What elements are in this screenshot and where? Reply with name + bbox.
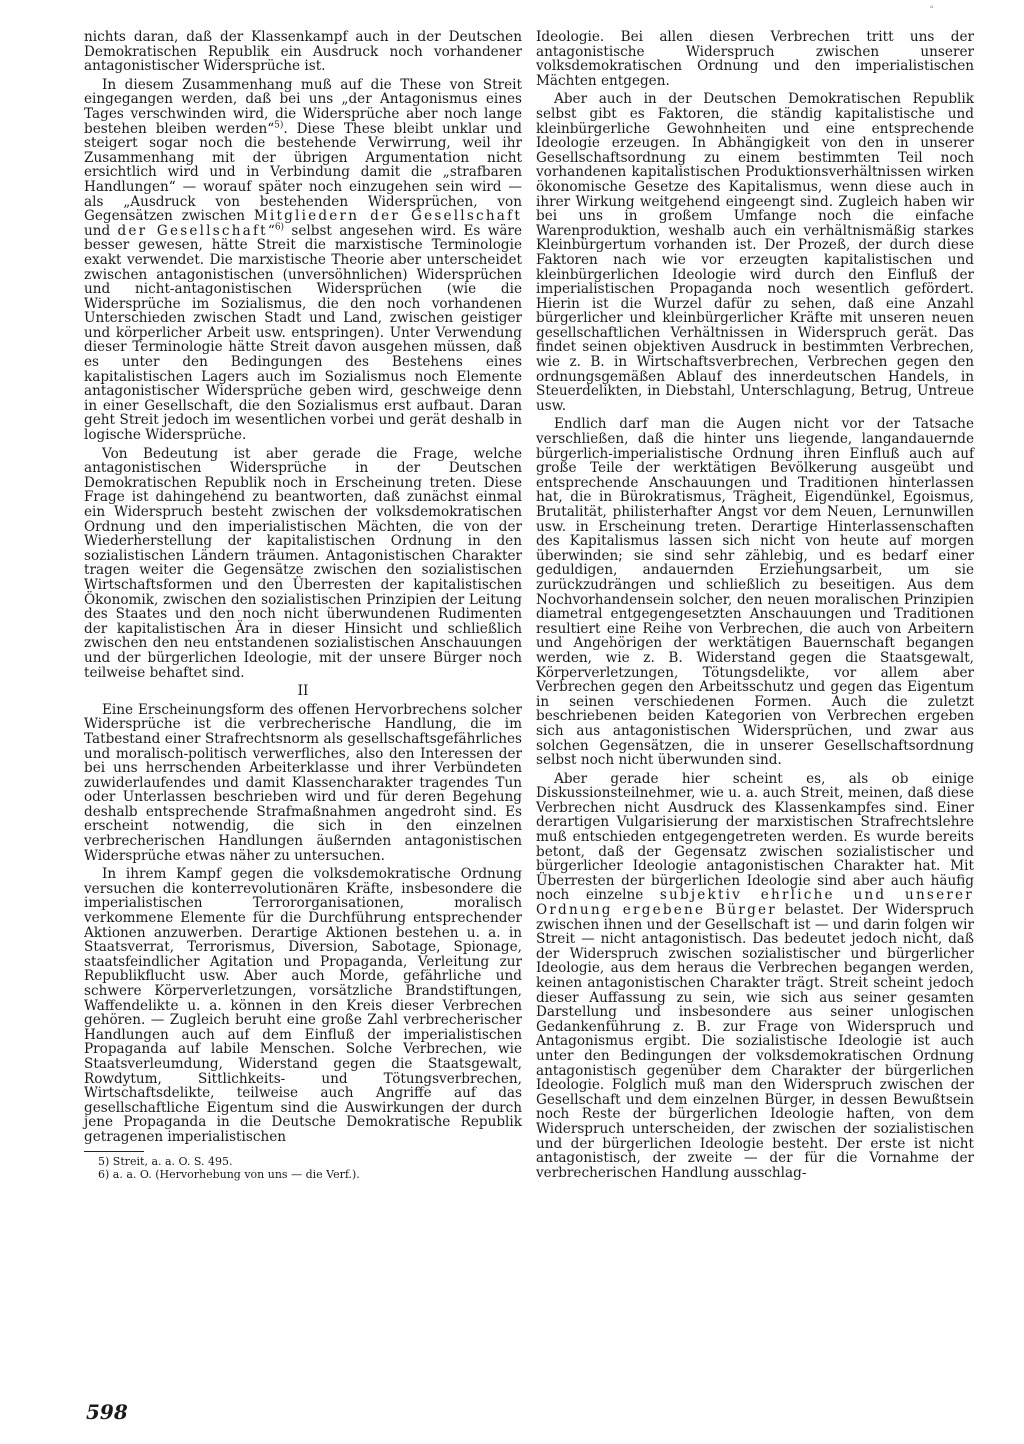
right-column	[536, 30, 974, 1184]
paragraph: Endlich darf man die Augen nicht vor der Tatsache verschließen, daß die hinter uns liegende, langandauernde bürgerlich-imperialistische Ordnung ihren Einfluß auch auf große Teile der werktätigen Bevölkerung ausgeübt und entsprechende Anschauungen und Traditionen hinterlassen hat, die in Bürokratismus, Trägheit, Eigendünkel, Egoismus, Brutalität, philisterhafter Angst vor dem Neuen, Lernunwillen usw. in Erscheinung treten. Derartige Hinterlassenschaften des Kapitalismus lassen sich nicht von heute auf morgen überwinden; sie sind sehr zählebig, und es bedarf einer geduldigen, andauernden Erziehungsarbeit, um sie zurückzudrängen und schließlich zu beseitigen. Aus dem Nochvorhandensein solcher, den neuen moralischen Prinzipien diametral entgegengesetzten Anschauungen und Traditionen resultiert eine Reihe von Verbrechen, die auch von Arbeitern und Angehörigen der werktätigen Bauernschaft begangen werden, wie z. B. Widerstand gegen die Staatsgewalt, Körperverletzungen, Tötungsdelikte, vor allem aber Verbrechen gegen den Arbeitsschutz und gegen das Eigentum in seinen verschiedenen Formen. Auch die zuletzt beschriebenen beiden Kategorien von Verbrechen ergeben sich aus antagonistischen Widersprüchen, und zwar aus solchen Gegensätzen, die in unserer Gesellschaftsordnung selbst noch nicht überwunden sind.	[536, 416, 974, 769]
paragraph: In ihrem Kampf gegen die volksdemokratische Ordnung versuchen die konterrevolutionären Kräfte, insbesondere die imperialistischen Terrororganisationen, moralisch verkommene Elemente für die Durchführung entsprechender Aktionen anzuwerben. Derartige Aktionen bestehen u. a. in Staatsverrat, Terrorismus, Diversion, Sabotage, Spionage, staatsfeindlicher Agitation und Propaganda, Verleitung zur Republikflucht usw. Aber auch Morde, gefährliche und schwere Körperverletzungen, vorsätzliche Brandstiftungen, Waffendelikte u. a. können in den Kreis dieser Verbrechen gehören. — Zugleich beruht eine große Zahl verbrecherischer Handlungen auch auf dem Einfluß der imperialistischen Propaganda auf labile Menschen. Solche Verbrechen, wie Staatsverleumdung, Widerstand gegen die Staatsgewalt, Rowdytum, Sittlichkeits- und Tötungsverbrechen, Wirtschaftsdelikte, teilweise auch Angriffe auf das gesellschaftliche Eigentum sind die Auswirkungen der durch jene Propaganda in die Deutsche Demokratische Republik getragenen imperialistischen	[84, 866, 522, 1145]
spaced-emphasis: subjektiv ehrliche und unserer Ordnung ergebene Bürger	[536, 887, 974, 919]
paragraph: Eine Erscheinungsform des offenen Hervorbrechens solcher Widersprüche ist die verbrecherische Handlung, die im Tatbestand einer Strafrechtsnorm als gesellschaftsgefährliches und moralisch-politisch verwerfliches, also den Interessen der bei uns herrschenden Arbeiterklasse und ihrer Verbündeten zuwiderlaufendes und damit Klassencharakter tragendes Tun oder Unterlassen beschrieben wird und für deren Begehung deshalb entsprechende Strafmaßnahmen angedroht sind. Es erscheint notwendig, die sich in den einzelnen verbrecherischen Handlungen äußernden antagonistischen Widersprüche etwas näher zu untersuchen.	[84, 701, 522, 864]
paragraph	[84, 78, 522, 443]
page-number: 598	[86, 1400, 128, 1424]
corner-mark: ᵃ	[930, 4, 934, 14]
footnote: 6) a. a. O. (Hervorhebung von uns — die Verf.).	[98, 1167, 360, 1181]
text-run: “	[267, 222, 275, 239]
section-heading: II	[297, 683, 309, 700]
text-run: Aber gerade hier scheint es, als ob einige Diskussionsteilnehmer, wie u. a. auch Streit, meinen, daß diese Verbrechen nicht Ausdruck des Klassenkampfes sind. Einer derartigen Vulgarisierung der marxistischen Strafrechtslehre muß entschieden entgegengetreten werden. Es wurde bereits betont, daß der Gegensatz zwischen sozialistischer und bürgerlicher Ideologie antagonistischen Charakter hat. Mit Überresten der bürgerlichen Ideologie sind aber auch häufig noch einzelne	[536, 770, 974, 904]
footnote: 5) Streit, a. a. O. S. 495.	[98, 1154, 233, 1168]
text-run: selbst angesehen wird. Es wäre besser gewesen, hätte Streit die marxistische Terminologie exakt verwendet. Die marxistische Theorie aber unterscheidet zwischen antagonistischen (unversöhnlichen) Widersprüchen und nicht-antagonistischen Widersprüchen (wie die Widersprüche im Sozialismus, die den noch vorhandenen Unterschieden zwischen Stadt und Land, zwischen geistiger und körperlicher Arbeit usw. entspringen). Unter Verwendung dieser Terminologie hätte Streit davon ausgehen müssen, daß es unter den Bedingungen des Bestehens eines kapitalistischen Lagers auch im Sozialismus noch Elemente antagonistischer Widersprüche geben wird, geschweige denn in einer Gesellschaft, die den Sozialismus erst aufbaut. Daran geht Streit jedoch im wesentlichen vorbei und gerät deshalb in logische Widersprüche.	[84, 222, 522, 444]
text-run: und	[84, 222, 118, 239]
spaced-emphasis: der Gesellschaft	[117, 222, 268, 239]
paragraph	[536, 772, 974, 1181]
footnote-ref: 5)	[274, 120, 284, 131]
footnote-rule	[84, 1151, 144, 1152]
paragraph: Ideologie. Bei allen diesen Verbrechen tritt uns der antagonistische Widerspruch zwischen unserer volksdemokratischen Ordnung und den imperialistischen Mächten entgegen.	[536, 29, 974, 89]
left-column	[84, 30, 522, 1181]
text-run: In diesem Zusammenhang muß auf die These von Streit eingegangen werden, daß bei uns „der Antagonismus eines Tages verschwinden wird, die Widersprüche aber noch lange bestehen bleiben werden“	[84, 76, 522, 137]
footnote-ref: 6)	[274, 222, 285, 233]
paragraph: nichts daran, daß der Klassenkampf auch in der Deutschen Demokratischen Republik ein Ausdruck noch vorhandener antagonistischer Widersprüche ist.	[84, 29, 522, 75]
text-run: . Diese These bleibt unklar und steigert sogar noch die bestehende Verwirrung, weil ihr Zusammenhang mit der übrigen Argumentation nicht ersichtlich wird und in Verbindung damit die „strafbaren Handlungen“ — worauf später noch einzugehen sein wird — als „Ausdruck von bestehenden Widersprüchen, von Gegensätzen zwischen	[84, 120, 522, 225]
spaced-emphasis: Mitgliedern der Gesellschaft	[253, 208, 522, 225]
paragraph: Von Bedeutung ist aber gerade die Frage, welche antagonistischen Widersprüche in der Deutschen Demokratischen Republik noch in Erscheinung treten. Diese Frage ist dahingehend zu beantworten, daß zunächst einmal ein Widerspruch besteht zwischen der volksdemokratischen Ordnung und den imperialistischen Mächten, die von der Wiederherstellung der kapitalistischen Ordnung in den sozialistischen Ländern träumen. Antagonistischen Charakter tragen weiter die Gegensätze zwischen den sozialistischen Wirtschaftsformen und den Überresten der kapitalistischen Ökonomik, zwischen den sozialistischen Prinzipien der Leitung des Staates und den noch nicht überwundenen Rudimenten der kapitalistischen Ära in dieser Hinsicht und schließlich zwischen den neu entstandenen sozialistischen Anschauungen und der bürgerlichen Ideologie, mit der unsere Bürger noch teilweise behaftet sind.	[84, 445, 522, 681]
paragraph: Aber auch in der Deutschen Demokratischen Republik selbst gibt es Faktoren, die ständig kapitalistische und kleinbürgerliche Gewohnheiten und eine entsprechende Ideologie erzeugen. In Abhängigkeit von den in unserer Gesellschaftsordnung zu einem bestimmten Teil noch vorhandenen kapitalistischen Produktionsverhältnissen wirken ökonomische Gesetze des Kapitalismus, wenn diese auch in ihrer Wirkung weitgehend eingeengt sind. Zugleich haben wir bei uns in großem Umfange noch die einfache Warenproduktion, weshalb auch ein verhältnismäßig starkes Kleinbürgertum vorhanden ist. Der Prozeß, der durch diese Faktoren nach wie vor erzeugten kapitalistischen und kleinbürgerlichen Ideologie wird durch den Einfluß der imperialistischen Propaganda noch wesentlich gefördert. Hierin ist die Wurzel dafür zu sehen, daß eine Anzahl bürgerlicher und kleinbürgerlicher Kräfte mit unseren neuen gesellschaftlichen Verhältnissen in Widerspruch gerät. Das findet seinen objektiven Ausdruck in bestimmten Verbrechen, wie z. B. in Wirtschaftsverbrechen, Verbrechen gegen den ordnungsgemäßen Ablauf des innerdeutschen Handels, in Steuerdelikten, in Diebstahl, Unterschlagung, Betrug, Untreue usw.	[536, 91, 974, 414]
text-run: belastet. Der Widerspruch zwischen ihnen und der Gesellschaft ist — und darin folgen wir Streit — nicht antagonistisch. Das bedeutet jedoch nicht, daß der Widerspruch zwischen sozialistischer und bürgerlicher Ideologie, aus dem heraus die Verbrechen begangen werden, keinen antagonistischen Charakter trägt. Streit scheint jedoch dieser Auffassung zu sein, wie sich aus seiner gesamten Darstellung und insbesondere aus seiner unlogischen Gedankenführung z. B. zur Frage von Widerspruch und Antagonismus ergibt. Die sozialistische Ideologie ist auch unter den Bedingungen der volksdemokratischen Ordnung antagonistisch gegenüber dem Charakter der bürgerlichen Ideologie. Folglich muß man den Widerspruch zwischen der Gesellschaft und dem einzelnen Bürger, in dessen Bewußtsein noch Reste der bürgerlichen Ideologie haften, von dem Widerspruch unterscheiden, der zwischen der sozialistischen und der bürgerlichen Ideologie besteht. Der erste ist nicht antagonistisch, der zweite — der für die Vornahme der verbrecherischen Handlung ausschlag-	[536, 902, 974, 1181]
